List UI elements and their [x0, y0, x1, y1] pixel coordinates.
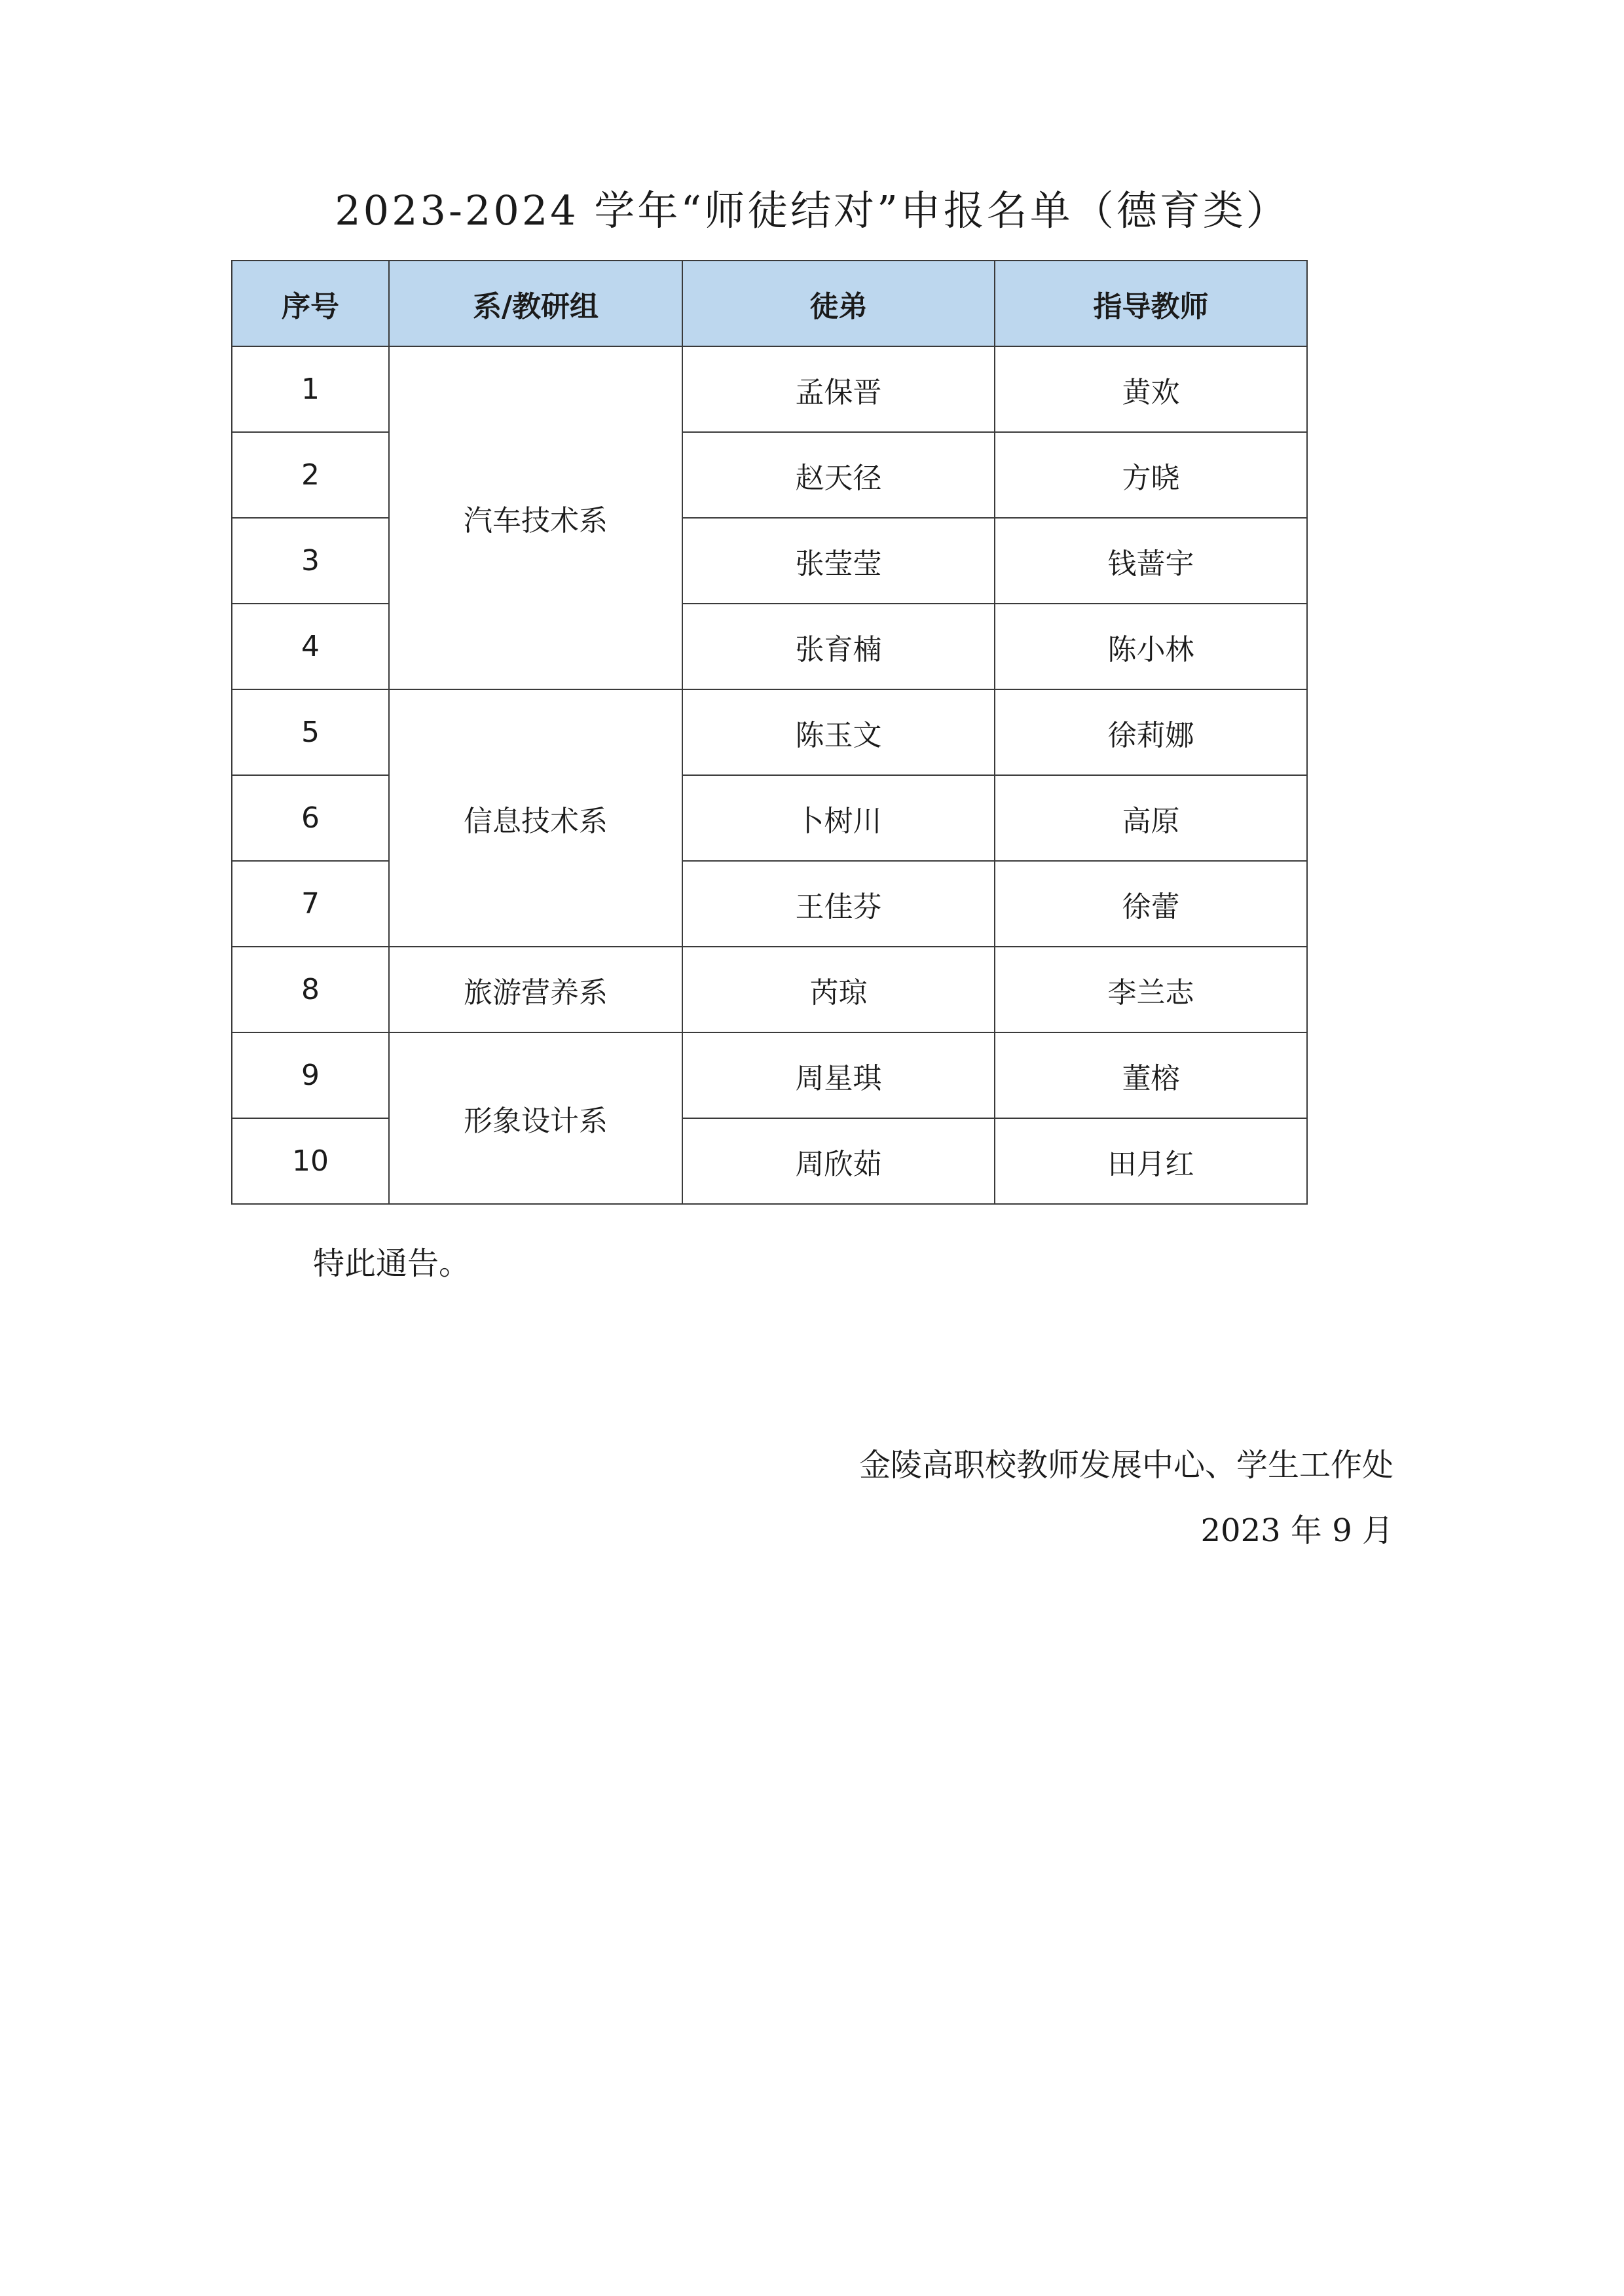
table-row [232, 689, 1307, 775]
table-row [232, 346, 1307, 432]
table-body [232, 346, 1307, 1204]
table-header [232, 261, 1307, 346]
row-number: 10 [232, 1118, 389, 1204]
department-cell: 汽车技术系 [389, 346, 682, 689]
department-cell: 旅游营养系 [389, 947, 682, 1032]
row-number: 1 [232, 346, 389, 432]
mentor-cell: 董榕 [995, 1032, 1307, 1118]
header-apprentice: 徒弟 [682, 261, 995, 346]
row-number: 6 [232, 775, 389, 861]
apprentice-cell: 周欣茹 [682, 1118, 995, 1204]
document-title: 2023-2024 学年“师徒结对”申报名单（德育类） [335, 187, 1289, 234]
mentor-cell: 钱蔷宇 [995, 518, 1307, 604]
row-number: 8 [232, 947, 389, 1032]
apprentice-cell: 张育楠 [682, 604, 995, 689]
apprentice-cell: 陈玉文 [682, 689, 995, 775]
row-number: 3 [232, 518, 389, 604]
mentor-cell: 李兰志 [995, 947, 1307, 1032]
mentor-cell: 高原 [995, 775, 1307, 861]
mentor-cell: 徐莉娜 [995, 689, 1307, 775]
row-number: 7 [232, 861, 389, 947]
apprentice-cell: 张莹莹 [682, 518, 995, 604]
row-number: 5 [232, 689, 389, 775]
apprentice-cell: 周星琪 [682, 1032, 995, 1118]
row-number: 4 [232, 604, 389, 689]
mentor-pairing-table [231, 260, 1308, 1205]
apprentice-cell: 赵天径 [682, 432, 995, 518]
apprentice-cell: 卜树川 [682, 775, 995, 861]
apprentice-cell: 芮琼 [682, 947, 995, 1032]
header-department: 系/教研组 [389, 261, 682, 346]
header-number: 序号 [232, 261, 389, 346]
mentor-cell: 方晓 [995, 432, 1307, 518]
issuer-signature: 金陵高职校教师发展中心、学生工作处 [858, 1447, 1393, 1484]
header-row [232, 261, 1307, 346]
header-mentor: 指导教师 [995, 261, 1307, 346]
issue-date: 2023 年 9 月 [1200, 1512, 1393, 1549]
row-number: 9 [232, 1032, 389, 1118]
mentor-cell: 黄欢 [995, 346, 1307, 432]
mentor-cell: 陈小林 [995, 604, 1307, 689]
mentor-cell: 徐蕾 [995, 861, 1307, 947]
table-row [232, 1032, 1307, 1118]
table-row [232, 947, 1307, 1032]
apprentice-cell: 王佳芬 [682, 861, 995, 947]
row-number: 2 [232, 432, 389, 518]
mentor-cell: 田月红 [995, 1118, 1307, 1204]
department-cell: 形象设计系 [389, 1032, 682, 1204]
apprentice-cell: 孟保晋 [682, 346, 995, 432]
closing-statement: 特此通告。 [313, 1245, 471, 1282]
department-cell: 信息技术系 [389, 689, 682, 947]
